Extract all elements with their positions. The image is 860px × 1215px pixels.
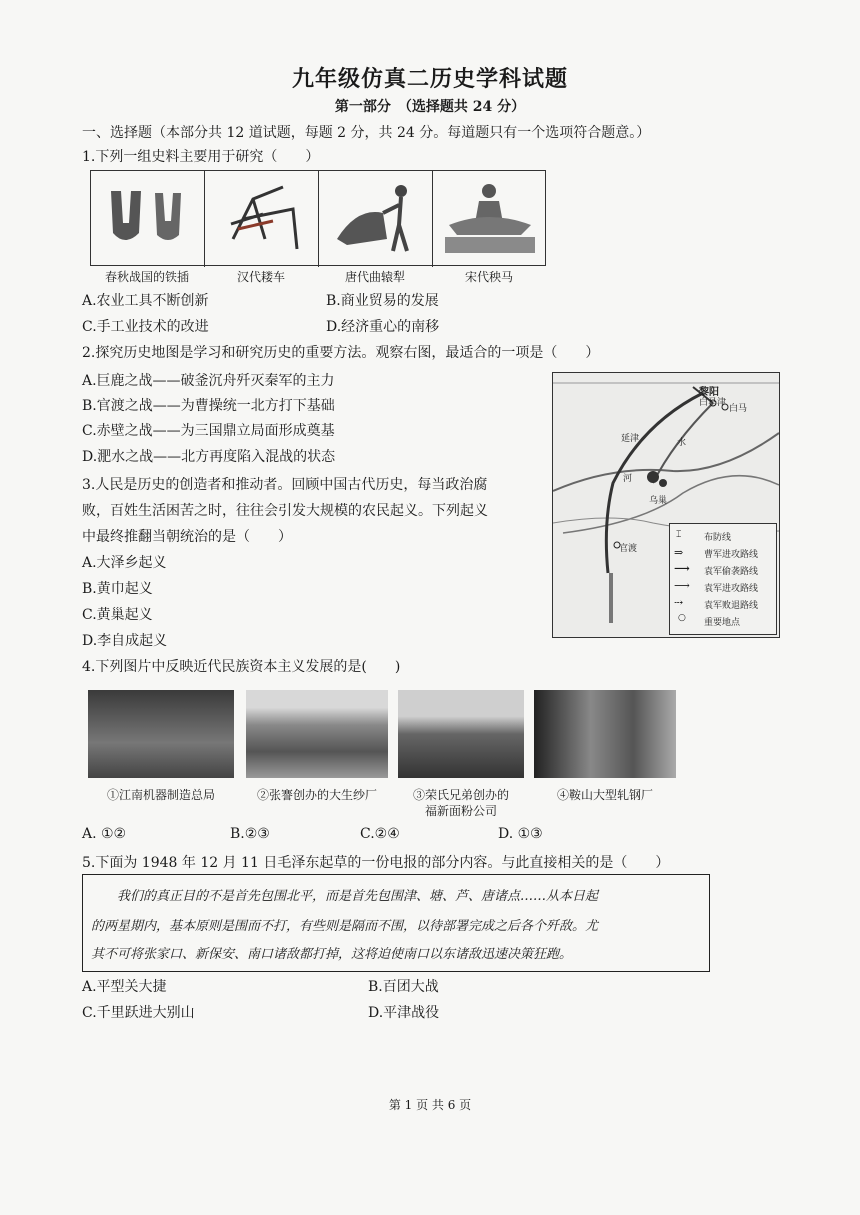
map-place-wuchao: 乌巢	[649, 496, 668, 506]
question-5-stem: 5.下面为 1948 年 12 月 11 日毛泽东起草的一份电报的部分内容。与此直接相关的是（ ）	[82, 855, 670, 871]
defense-line-icon: ⌶	[676, 530, 682, 540]
q5-option-d: D.平津战役	[368, 1005, 440, 1021]
map-place-yanjin: 延津	[621, 434, 640, 444]
q4-option-d: D. ①③	[498, 826, 543, 842]
map-river2-label: 水	[677, 438, 687, 448]
legend-yuan-raid: 袁军偷袭路线	[704, 567, 759, 577]
arrow-bold-icon: ⟶	[674, 562, 690, 575]
seed-drill-image	[213, 179, 311, 255]
map-place-baima: 白马	[729, 404, 748, 414]
q2-option-c: C.赤壁之战——为三国鼎立局面形成奠基	[82, 423, 335, 439]
q1-caption-3: 唐代曲辕犁	[344, 270, 405, 284]
q5-option-a: A.平型关大捷	[82, 979, 167, 995]
jiangnan-arsenal-photo	[88, 690, 234, 778]
anshan-steel-photo	[534, 690, 676, 778]
q4-caption-3: ③荣氏兄弟创办的	[412, 788, 509, 802]
q4-option-a: A. ①②	[82, 826, 127, 842]
question-3-line-2: 败，百姓生活困苦之时，往往会引发大规模的农民起义。下列起义	[82, 503, 488, 519]
q1-image-strip	[90, 170, 546, 266]
map-place-baimajin: 白马津	[699, 398, 727, 408]
q1-caption-4: 宋代秧马	[464, 270, 513, 284]
map-place-guandu: 官渡	[619, 544, 638, 554]
map-river-label: 河	[623, 474, 633, 484]
q3-option-a: A.大泽乡起义	[82, 555, 167, 571]
dasheng-mill-photo	[246, 690, 388, 778]
section-heading: 一、选择题（本部分共 12 道试题，每题 2 分，共 24 分。每道题只有一个选项符合题意。）	[82, 125, 651, 141]
arrow-dashed-icon: ⤏	[674, 596, 684, 609]
q2-option-d: D.淝水之战——北方再度陷入混战的状态	[82, 449, 336, 465]
question-3-line-1: 3.人民是历史的创造者和推动者。回顾中国古代历史，每当政治腐	[82, 477, 488, 493]
arrow-thin-icon: ⟶	[674, 579, 690, 592]
map-legend	[669, 523, 777, 635]
circle-point-icon: ○	[678, 613, 686, 623]
page-footer: 第 1 页 共 6 页	[388, 1098, 472, 1112]
curved-plough-image	[327, 177, 425, 257]
iron-spade-image	[99, 183, 197, 253]
q4-option-c: C.②④	[360, 826, 400, 842]
q1-option-c: C.手工业技术的改进	[82, 319, 209, 335]
q3-option-b: B.黄巾起义	[82, 581, 153, 597]
q1-caption-1: 春秋战国的铁插	[104, 270, 189, 284]
legend-yuan-attack: 袁军进攻路线	[704, 584, 759, 594]
q2-option-a: A.巨鹿之战——破釜沉舟歼灭秦军的主力	[82, 373, 335, 389]
q1-caption-2: 汉代耧车	[236, 270, 285, 284]
q3-option-c: C.黄巢起义	[82, 607, 153, 623]
page-title: 九年级仿真二历史学科试题	[291, 66, 568, 92]
legend-cao-attack: 曹军进攻路线	[704, 550, 759, 560]
rice-seedling-horse-image	[441, 179, 539, 257]
question-4-stem: 4.下列图片中反映近代民族资本主义发展的是( )	[82, 659, 401, 675]
legend-yuan-retreat: 袁军败退路线	[704, 601, 759, 611]
fuxin-flour-photo	[398, 690, 524, 778]
q5-option-b: B.百团大战	[368, 979, 439, 995]
q1-option-b: B.商业贸易的发展	[326, 293, 439, 309]
q4-caption-1: ①江南机器制造总局	[106, 788, 215, 802]
q5-option-c: C.千里跃进大别山	[82, 1005, 195, 1021]
q2-option-b: B.官渡之战——为曹操统一北方打下基础	[82, 398, 335, 414]
quote-line-3: 其不可将张家口、新保安、南口诸敌都打掉，这将迫使南口以东诸敌迅速决策狂跑。	[91, 947, 573, 962]
quote-line-2: 的两星期内，基本原则是围而不打，有些则是隔而不围，以待部署完成之后各个歼敌。尤	[91, 919, 599, 934]
q4-caption-3-line-2: 福新面粉公司	[424, 804, 497, 818]
q1-option-d: D.经济重心的南移	[326, 319, 440, 335]
map-place-liyang: 黎阳	[699, 387, 719, 398]
battle-map	[552, 372, 780, 638]
q4-caption-2: ②张謇创办的大生纱厂	[256, 788, 377, 802]
quote-line-1: 我们的真正目的不是首先包围北平，而是首先包围津、塘、芦、唐诸点……从本日起	[117, 889, 599, 904]
q3-option-d: D.李自成起义	[82, 633, 168, 649]
question-1-stem: 1.下列一组史料主要用于研究（ ）	[82, 149, 320, 165]
part-subtitle: 第一部分 （选择题共 24 分）	[334, 99, 526, 115]
q4-option-b: B.②③	[230, 826, 270, 842]
arrow-outline-icon: ⇒	[674, 546, 684, 559]
question-2-stem: 2.探究历史地图是学习和研究历史的重要方法。观察右图，最适合的一项是（ ）	[82, 345, 600, 361]
legend-key-place: 重要地点	[704, 618, 741, 628]
legend-defense-line: 布防线	[704, 533, 732, 543]
question-3-line-3: 中最终推翻当朝统治的是（ ）	[82, 529, 292, 545]
q4-caption-4: ④鞍山大型轧钢厂	[556, 788, 653, 802]
telegram-quote-box	[82, 874, 710, 972]
q1-option-a: A.农业工具不断创新	[82, 293, 209, 309]
